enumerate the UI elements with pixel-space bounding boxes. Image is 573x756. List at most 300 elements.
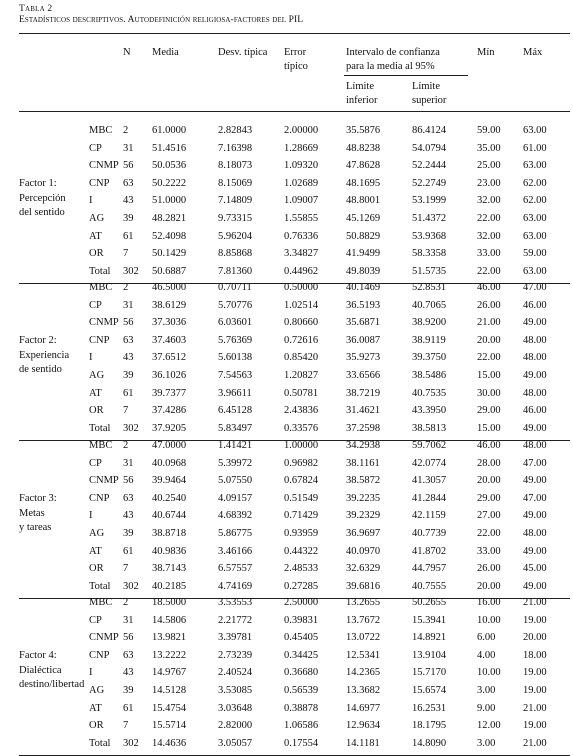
- cell-n: 63: [123, 649, 134, 661]
- cell-error-tipico: 0.76336: [284, 230, 319, 242]
- cell-limite-inferior: 39.2235: [346, 492, 381, 504]
- cell-error-tipico: 2.00000: [284, 125, 319, 136]
- cell-max: 47.00: [523, 457, 547, 469]
- cell-min: 10.00: [477, 614, 501, 626]
- cell-min: 20.00: [477, 475, 501, 487]
- cell-min: 30.00: [477, 387, 501, 399]
- cell-desv-tipica: 4.09157: [218, 492, 253, 504]
- cell-error-tipico: 0.17554: [284, 737, 319, 749]
- cell-max: 62.00: [523, 195, 547, 207]
- cell-max: 48.00: [523, 387, 547, 399]
- cell-media: 38.6129: [152, 299, 187, 311]
- cell-max: 19.00: [523, 614, 547, 626]
- cell-n: 31: [123, 457, 134, 469]
- cell-desv-tipica: 5.86775: [218, 528, 253, 539]
- cell-error-tipico: 2.48533: [284, 563, 319, 575]
- cell-media: 14.5806: [152, 614, 187, 626]
- cell-min: 26.00: [477, 299, 501, 311]
- cell-max: 21.00: [523, 737, 547, 749]
- cell-media: 47.0000: [152, 440, 187, 451]
- table-caption-label: Tabla 2: [19, 4, 53, 14]
- cell-n: 39: [123, 528, 134, 539]
- cell-limite-superior: 58.3358: [412, 248, 447, 260]
- cell-media: 15.4754: [152, 702, 187, 714]
- cell-group: AG: [89, 370, 105, 381]
- header-superior-line1: Límite: [412, 81, 440, 92]
- cell-media: 39.7377: [152, 387, 187, 399]
- interval-subheader-rule: [344, 75, 468, 76]
- cell-n: 43: [123, 195, 134, 207]
- cell-group: Total: [89, 422, 111, 434]
- cell-group: CNMP: [89, 317, 119, 329]
- cell-max: 48.00: [523, 334, 547, 346]
- cell-error-tipico: 0.56539: [284, 685, 319, 696]
- cell-error-tipico: 3.34827: [284, 248, 319, 260]
- cell-media: 46.5000: [152, 282, 187, 293]
- cell-max: 49.00: [523, 475, 547, 487]
- cell-error-tipico: 1.55855: [284, 213, 319, 224]
- cell-n: 2: [123, 282, 129, 293]
- cell-limite-superior: 40.7065: [412, 299, 447, 311]
- cell-min: 32.00: [477, 230, 501, 242]
- cell-min: 20.00: [477, 334, 501, 346]
- cell-media: 50.0536: [152, 160, 187, 172]
- cell-n: 43: [123, 667, 134, 679]
- cell-max: 46.00: [523, 405, 547, 417]
- cell-desv-tipica: 4.68392: [218, 510, 253, 522]
- cell-desv-tipica: 6.03601: [218, 317, 253, 329]
- cell-media: 37.9205: [152, 422, 187, 434]
- cell-limite-inferior: 38.5872: [346, 475, 381, 487]
- cell-max: 19.00: [523, 667, 547, 679]
- cell-n: 56: [123, 632, 134, 644]
- cell-group: MBC: [89, 597, 113, 608]
- cell-group: CP: [89, 299, 102, 311]
- cell-max: 21.00: [523, 702, 547, 714]
- cell-desv-tipica: 2.21772: [218, 614, 253, 626]
- cell-min: 33.00: [477, 545, 501, 557]
- header-interval-line2: para la media al 95%: [346, 61, 435, 72]
- cell-error-tipico: 0.34425: [284, 649, 319, 661]
- cell-limite-inferior: 36.5193: [346, 299, 381, 311]
- cell-group: I: [89, 510, 93, 522]
- cell-limite-superior: 53.9368: [412, 230, 447, 242]
- cell-limite-superior: 14.8090: [412, 737, 447, 749]
- cell-max: 63.00: [523, 213, 547, 224]
- cell-limite-inferior: 13.0722: [346, 632, 381, 644]
- cell-min: 3.00: [477, 737, 496, 749]
- cell-error-tipico: 1.02514: [284, 299, 319, 311]
- cell-min: 28.00: [477, 457, 501, 469]
- cell-n: 56: [123, 160, 134, 172]
- cell-group: CNP: [89, 334, 110, 346]
- cell-media: 40.2185: [152, 580, 187, 592]
- cell-desv-tipica: 6.45128: [218, 405, 253, 417]
- factor-label-line: destino/libertad: [19, 679, 85, 691]
- cell-limite-superior: 38.5486: [412, 370, 447, 381]
- cell-limite-superior: 54.0794: [412, 142, 447, 154]
- cell-error-tipico: 0.44962: [284, 265, 319, 277]
- cell-group: MBC: [89, 440, 113, 451]
- cell-group: AT: [89, 230, 102, 242]
- cell-group: CNMP: [89, 632, 119, 644]
- cell-limite-superior: 38.5813: [412, 422, 447, 434]
- cell-max: 45.00: [523, 563, 547, 575]
- cell-media: 50.6887: [152, 265, 187, 277]
- cell-error-tipico: 0.80660: [284, 317, 319, 329]
- cell-desv-tipica: 5.83497: [218, 422, 253, 434]
- cell-group: CP: [89, 614, 102, 626]
- cell-max: 19.00: [523, 685, 547, 696]
- cell-group: CNP: [89, 649, 110, 661]
- cell-n: 2: [123, 440, 129, 451]
- cell-limite-inferior: 38.1161: [346, 457, 380, 469]
- header-rule: [19, 111, 570, 112]
- factor-label-line: Percepción: [19, 192, 66, 204]
- cell-limite-superior: 51.4372: [412, 213, 447, 224]
- cell-limite-superior: 40.7739: [412, 528, 447, 539]
- cell-desv-tipica: 3.05057: [218, 737, 253, 749]
- cell-limite-superior: 14.8921: [412, 632, 447, 644]
- cell-limite-superior: 41.2844: [412, 492, 447, 504]
- cell-max: 48.00: [523, 352, 547, 364]
- cell-desv-tipica: 3.39781: [218, 632, 253, 644]
- cell-limite-superior: 53.1999: [412, 195, 447, 207]
- cell-min: 10.00: [477, 667, 501, 679]
- cell-error-tipico: 0.50000: [284, 282, 319, 293]
- cell-error-tipico: 0.33576: [284, 422, 319, 434]
- cell-desv-tipica: 2.82000: [218, 720, 253, 732]
- cell-desv-tipica: 3.46166: [218, 545, 253, 557]
- cell-limite-superior: 15.6574: [412, 685, 447, 696]
- cell-n: 39: [123, 370, 134, 381]
- cell-min: 46.00: [477, 282, 501, 293]
- cell-max: 63.00: [523, 160, 547, 172]
- cell-limite-superior: 59.7062: [412, 440, 447, 451]
- cell-limite-inferior: 34.2938: [346, 440, 381, 451]
- factor-label: [19, 177, 66, 221]
- cell-max: 49.00: [523, 317, 547, 329]
- cell-group: I: [89, 667, 93, 679]
- cell-error-tipico: 1.20827: [284, 370, 319, 381]
- cell-n: 39: [123, 213, 134, 224]
- cell-limite-inferior: 40.0970: [346, 545, 381, 557]
- cell-error-tipico: 0.36680: [284, 667, 319, 679]
- cell-error-tipico: 0.93959: [284, 528, 319, 539]
- cell-max: 62.00: [523, 177, 547, 189]
- cell-error-tipico: 0.67824: [284, 475, 319, 487]
- factor-label-line: del sentido: [19, 207, 65, 219]
- cell-min: 22.00: [477, 352, 501, 364]
- cell-group: MBC: [89, 125, 113, 136]
- cell-media: 37.4603: [152, 334, 187, 346]
- cell-desv-tipica: 0.70711: [218, 282, 252, 293]
- cell-n: 31: [123, 142, 134, 154]
- cell-limite-inferior: 14.6977: [346, 702, 381, 714]
- cell-n: 2: [123, 597, 129, 608]
- cell-limite-inferior: 35.6871: [346, 317, 381, 329]
- cell-media: 51.4516: [152, 142, 187, 154]
- cell-min: 9.00: [477, 702, 496, 714]
- cell-desv-tipica: 3.53085: [218, 685, 253, 696]
- cell-desv-tipica: 2.73239: [218, 649, 253, 661]
- table-caption-title: Estadísticos descriptivos. Autodefinición religiosa-factores del PIL: [19, 15, 304, 25]
- cell-max: 49.00: [523, 370, 547, 381]
- cell-media: 38.7143: [152, 563, 187, 575]
- cell-n: 2: [123, 125, 129, 136]
- factor-label-line: Factor 2:: [19, 335, 57, 347]
- cell-media: 37.4286: [152, 405, 187, 417]
- cell-min: 20.00: [477, 580, 501, 592]
- cell-error-tipico: 1.02689: [284, 177, 319, 189]
- header-inferior-line1: Límite: [346, 81, 374, 92]
- cell-error-tipico: 0.38878: [284, 702, 319, 714]
- header-error-line2: típico: [284, 61, 308, 72]
- cell-limite-inferior: 12.5341: [346, 649, 381, 661]
- cell-error-tipico: 2.50000: [284, 597, 319, 608]
- cell-media: 40.9836: [152, 545, 187, 557]
- cell-desv-tipica: 8.15069: [218, 177, 253, 189]
- cell-error-tipico: 1.09320: [284, 160, 319, 172]
- header-inferior-line2: inferior: [346, 95, 378, 106]
- cell-limite-inferior: 40.1469: [346, 282, 381, 293]
- cell-min: 33.00: [477, 248, 501, 260]
- factor-label: [19, 492, 57, 536]
- cell-max: 49.00: [523, 545, 547, 557]
- factor-label-line: Factor 3:: [19, 493, 57, 505]
- cell-group: CNP: [89, 492, 110, 504]
- cell-limite-inferior: 45.1269: [346, 213, 381, 224]
- cell-media: 50.1429: [152, 248, 187, 260]
- cell-limite-superior: 44.7957: [412, 563, 447, 575]
- header-superior-line2: superior: [412, 95, 447, 106]
- cell-error-tipico: 0.39831: [284, 614, 319, 626]
- cell-media: 51.0000: [152, 195, 187, 207]
- factor-label-line: Metas: [19, 507, 45, 519]
- cell-error-tipico: 2.43836: [284, 405, 319, 417]
- cell-limite-inferior: 14.1181: [346, 737, 380, 749]
- cell-limite-inferior: 13.7672: [346, 614, 381, 626]
- cell-n: 7: [123, 405, 129, 417]
- cell-limite-inferior: 50.8829: [346, 230, 381, 242]
- cell-min: 29.00: [477, 492, 501, 504]
- factor-label: [19, 334, 69, 378]
- cell-min: 21.00: [477, 317, 501, 329]
- cell-n: 43: [123, 510, 134, 522]
- cell-n: 302: [123, 265, 139, 277]
- cell-desv-tipica: 1.41421: [218, 440, 253, 451]
- cell-limite-superior: 38.9119: [412, 334, 446, 346]
- cell-min: 59.00: [477, 125, 501, 136]
- cell-min: 22.00: [477, 265, 501, 277]
- cell-error-tipico: 0.72616: [284, 334, 319, 346]
- cell-desv-tipica: 6.57557: [218, 563, 253, 575]
- cell-n: 31: [123, 614, 134, 626]
- cell-limite-inferior: 32.6329: [346, 563, 381, 575]
- cell-limite-superior: 86.4124: [412, 125, 447, 136]
- cell-media: 14.4636: [152, 737, 187, 749]
- cell-media: 52.4098: [152, 230, 187, 242]
- top-rule: [19, 33, 570, 34]
- cell-group: AT: [89, 545, 102, 557]
- header-error-line1: Error: [284, 47, 307, 58]
- cell-group: AG: [89, 528, 105, 539]
- cell-media: 38.8718: [152, 528, 187, 539]
- cell-n: 7: [123, 248, 129, 260]
- cell-limite-superior: 16.2531: [412, 702, 447, 714]
- cell-media: 48.2821: [152, 213, 187, 224]
- cell-desv-tipica: 5.76369: [218, 334, 253, 346]
- cell-limite-superior: 39.3750: [412, 352, 447, 364]
- cell-limite-superior: 42.1159: [412, 510, 446, 522]
- cell-min: 3.00: [477, 685, 496, 696]
- cell-group: AT: [89, 702, 102, 714]
- cell-n: 61: [123, 387, 134, 399]
- cell-media: 18.5000: [152, 597, 187, 608]
- cell-limite-superior: 15.3941: [412, 614, 447, 626]
- cell-max: 49.00: [523, 510, 547, 522]
- cell-group: Total: [89, 580, 111, 592]
- cell-desv-tipica: 5.39972: [218, 457, 253, 469]
- cell-min: 6.00: [477, 632, 496, 644]
- cell-error-tipico: 0.44322: [284, 545, 319, 557]
- header-desv: Desv. típica: [218, 47, 268, 58]
- cell-desv-tipica: 2.40524: [218, 667, 253, 679]
- cell-limite-superior: 52.2444: [412, 160, 447, 172]
- cell-max: 18.00: [523, 649, 547, 661]
- cell-media: 36.1026: [152, 370, 187, 381]
- cell-desv-tipica: 5.96204: [218, 230, 253, 242]
- cell-media: 39.9464: [152, 475, 187, 487]
- cell-limite-inferior: 35.9273: [346, 352, 381, 364]
- cell-limite-superior: 40.7555: [412, 580, 447, 592]
- cell-min: 46.00: [477, 440, 501, 451]
- cell-limite-inferior: 48.8001: [346, 195, 381, 207]
- cell-group: CNMP: [89, 475, 119, 487]
- cell-media: 14.9767: [152, 667, 187, 679]
- cell-media: 37.6512: [152, 352, 187, 364]
- cell-limite-inferior: 35.5876: [346, 125, 381, 136]
- cell-n: 56: [123, 475, 134, 487]
- cell-limite-superior: 38.9200: [412, 317, 447, 329]
- cell-min: 35.00: [477, 142, 501, 154]
- cell-max: 49.00: [523, 422, 547, 434]
- cell-media: 40.0968: [152, 457, 187, 469]
- cell-limite-inferior: 33.6566: [346, 370, 381, 381]
- cell-limite-inferior: 49.8039: [346, 265, 381, 277]
- cell-limite-superior: 40.7535: [412, 387, 447, 399]
- cell-desv-tipica: 8.85868: [218, 248, 253, 260]
- cell-min: 27.00: [477, 510, 501, 522]
- cell-limite-inferior: 41.9499: [346, 248, 381, 260]
- cell-group: I: [89, 195, 93, 207]
- cell-limite-superior: 52.8531: [412, 282, 447, 293]
- cell-group: OR: [89, 563, 104, 575]
- cell-max: 63.00: [523, 265, 547, 277]
- cell-group: OR: [89, 720, 104, 732]
- cell-error-tipico: 0.96982: [284, 457, 319, 469]
- cell-group: Total: [89, 737, 111, 749]
- cell-max: 49.00: [523, 580, 547, 592]
- cell-min: 4.00: [477, 649, 496, 661]
- cell-media: 13.9821: [152, 632, 187, 644]
- cell-desv-tipica: 7.81360: [218, 265, 253, 277]
- cell-media: 14.5128: [152, 685, 187, 696]
- cell-group: Total: [89, 265, 111, 277]
- cell-media: 61.0000: [152, 125, 187, 136]
- cell-max: 63.00: [523, 125, 547, 136]
- cell-n: 61: [123, 545, 134, 557]
- cell-desv-tipica: 8.18073: [218, 160, 253, 172]
- cell-min: 23.00: [477, 177, 501, 189]
- cell-n: 63: [123, 492, 134, 504]
- cell-n: 302: [123, 737, 139, 749]
- cell-media: 40.6744: [152, 510, 187, 522]
- cell-min: 12.00: [477, 720, 501, 732]
- cell-group: AG: [89, 685, 105, 696]
- header-interval-line1: Intervalo de confianza: [346, 47, 440, 58]
- cell-n: 39: [123, 685, 134, 696]
- cell-group: AG: [89, 213, 105, 224]
- cell-max: 48.00: [523, 528, 547, 539]
- cell-max: 61.00: [523, 142, 547, 154]
- cell-n: 302: [123, 580, 139, 592]
- factor-label-line: y tareas: [19, 522, 52, 534]
- cell-limite-superior: 18.1795: [412, 720, 447, 732]
- cell-n: 7: [123, 563, 129, 575]
- cell-limite-inferior: 31.4621: [346, 405, 381, 417]
- cell-max: 46.00: [523, 299, 547, 311]
- cell-min: 15.00: [477, 422, 501, 434]
- cell-error-tipico: 0.85420: [284, 352, 319, 364]
- cell-error-tipico: 0.50781: [284, 387, 319, 399]
- cell-min: 22.00: [477, 528, 501, 539]
- cell-media: 15.5714: [152, 720, 187, 732]
- cell-limite-superior: 42.0774: [412, 457, 447, 469]
- cell-limite-inferior: 47.8628: [346, 160, 381, 172]
- cell-error-tipico: 0.45405: [284, 632, 319, 644]
- cell-min: 26.00: [477, 563, 501, 575]
- cell-group: AT: [89, 387, 102, 399]
- cell-n: 302: [123, 422, 139, 434]
- cell-n: 61: [123, 702, 134, 714]
- cell-max: 48.00: [523, 440, 547, 451]
- factor-label-line: Dialéctica: [19, 664, 62, 676]
- cell-limite-inferior: 13.3682: [346, 685, 381, 696]
- cell-max: 59.00: [523, 248, 547, 260]
- cell-group: CP: [89, 142, 102, 154]
- cell-limite-inferior: 48.1695: [346, 177, 381, 189]
- cell-limite-inferior: 38.7219: [346, 387, 381, 399]
- cell-desv-tipica: 3.96611: [218, 387, 252, 399]
- header-media: Media: [152, 47, 179, 58]
- cell-limite-superior: 15.7170: [412, 667, 447, 679]
- cell-limite-superior: 43.3950: [412, 405, 447, 417]
- factor-label-line: Factor 1:: [19, 178, 57, 190]
- cell-desv-tipica: 5.07550: [218, 475, 253, 487]
- cell-error-tipico: 0.27285: [284, 580, 319, 592]
- cell-error-tipico: 1.09007: [284, 195, 319, 207]
- cell-limite-inferior: 39.2329: [346, 510, 381, 522]
- cell-desv-tipica: 5.70776: [218, 299, 253, 311]
- cell-group: OR: [89, 405, 104, 417]
- cell-error-tipico: 1.28669: [284, 142, 319, 154]
- cell-min: 15.00: [477, 370, 501, 381]
- header-max: Máx: [523, 47, 543, 58]
- cell-max: 19.00: [523, 720, 547, 732]
- cell-desv-tipica: 9.73315: [218, 213, 253, 224]
- cell-n: 43: [123, 352, 134, 364]
